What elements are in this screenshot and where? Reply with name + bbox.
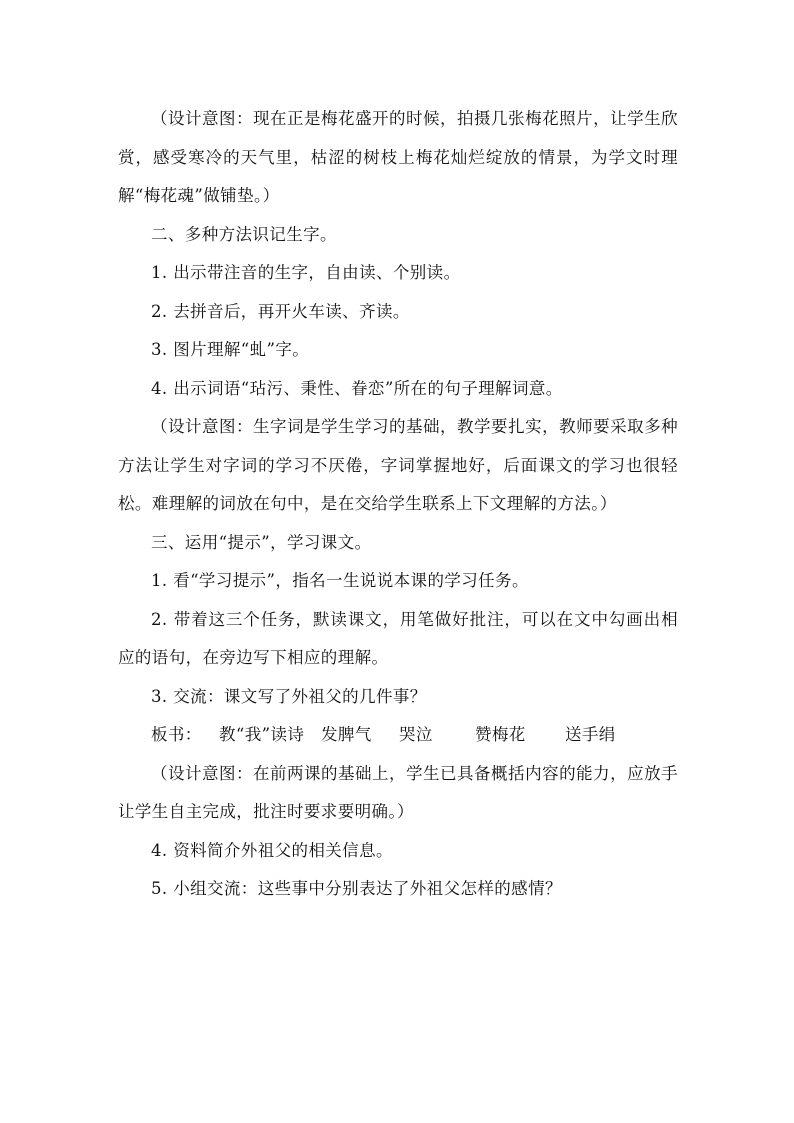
design-intent-paragraph: （设计意图：在前两课的基础上，学生已具备概括内容的能力，应放手让学生自主完成，批注时要求要明确。） [118, 763, 678, 821]
list-item: 1. 看“学习提示”，指名一生说说本课的学习任务。 [151, 571, 529, 590]
list-item: 3. 交流：课文写了外祖父的几件事？ [151, 686, 427, 706]
board-item: 送手绢 [565, 725, 616, 744]
list-item: 3. 图片理解“虬”字。 [151, 340, 310, 359]
list-item: 4. 资料简介外祖父的相关信息。 [151, 840, 393, 860]
board-item: 发脾气 [321, 725, 372, 744]
document-body [118, 100, 678, 909]
board-item: 哭泣 [399, 725, 433, 744]
list-item: 2. 去拼音后，再开火车读、齐读。 [151, 301, 410, 321]
list-item: 4. 出示词语“玷污、秉性、眷恋”所在的句子理解词意。 [151, 378, 563, 398]
section-heading: 三、运用“提示”，学习课文。 [151, 532, 372, 552]
design-intent-paragraph: （设计意图：现在正是梅花盛开的时候，拍摄几张梅花照片，让学生欣赏，感受寒冷的天气里，枯涩的树枝上梅花灿烂绽放的情景，为学文时理解“梅花魂”做铺垫。） [118, 109, 678, 205]
board-label: 板书： [151, 725, 202, 744]
list-item: 5. 小组交流：这些事中分别表达了外祖父怎样的感情？ [151, 879, 562, 898]
blackboard-notes [118, 716, 678, 755]
board-item: 教“我”读诗 [219, 725, 305, 744]
list-item: 1. 出示带注音的生字，自由读、个别读。 [151, 263, 461, 282]
board-item: 赞梅花 [475, 725, 526, 744]
section-heading: 二、多种方法识记生字。 [151, 224, 337, 244]
design-intent-paragraph: （设计意图：生字词是学生学习的基础，教学要扎实，教师要采取多种方法让学生对字词的学习不厌倦，字词掌握地好，后面课文的学习也很轻松。难理解的词放在句中，是在交给学生联系上下文理解的方法。） [118, 417, 678, 513]
list-item: 2. 带着这三个任务，默读课文，用笔做好批注，可以在文中勾画出相应的语句，在旁边写下相应的理解。 [118, 609, 678, 667]
